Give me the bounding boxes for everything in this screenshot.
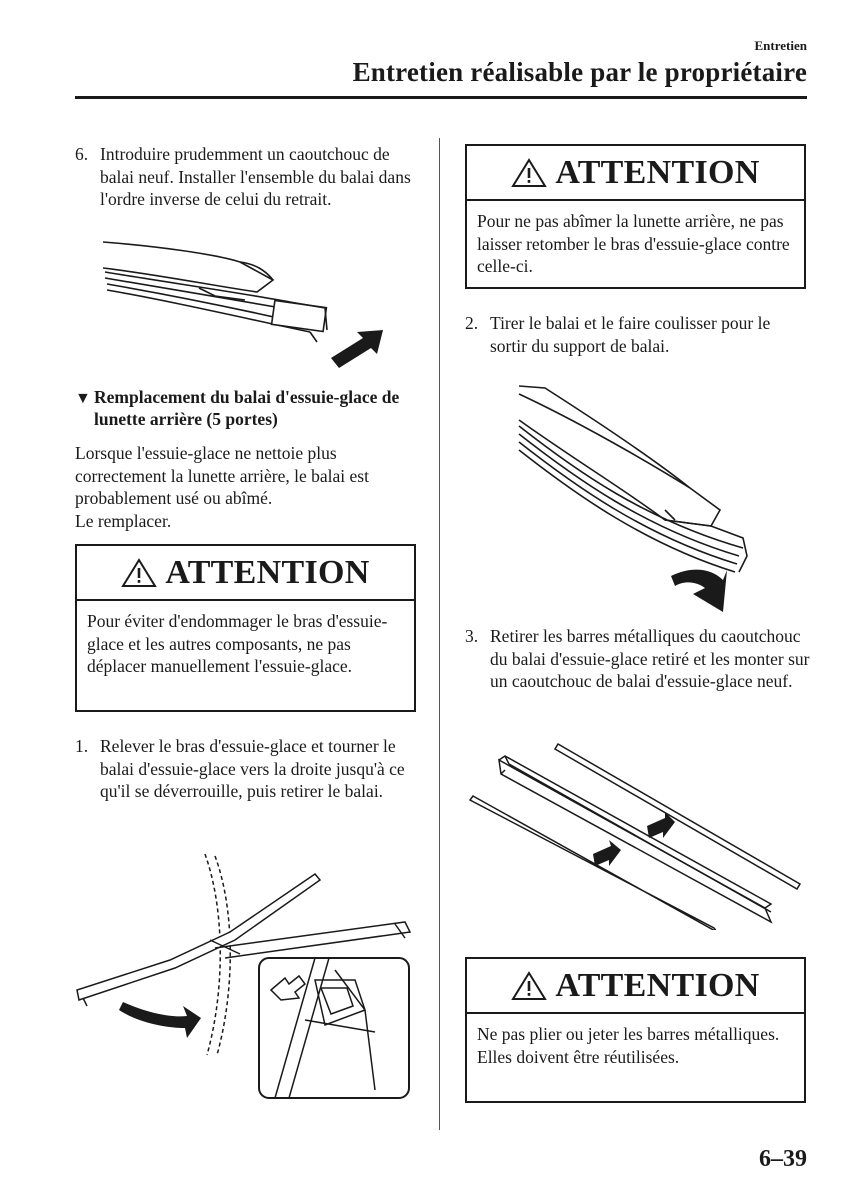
attention-box-right-top: [465, 144, 806, 289]
column-divider: [439, 138, 440, 1130]
step-number: 2.: [465, 313, 479, 333]
section-label: Entretien: [754, 38, 807, 53]
attention-label: ATTENTION: [165, 553, 370, 591]
illustration-slide-blade: [515, 380, 760, 620]
step-3: [465, 625, 810, 693]
attention-label: ATTENTION: [555, 153, 760, 191]
step-text: Retirer les barres métalliques du caoutchouc du balai d'essuie-glace retiré et les monter sur un caoutchouc de balai d'essuie-glace neuf.: [490, 626, 810, 691]
attention-label: ATTENTION: [555, 966, 760, 1004]
step-text: Introduire prudemment un caoutchouc de balai neuf. Installer l'ensemble du balai dans l'ordre inverse de celui du retrait.: [100, 144, 411, 209]
intro-paragraph: Lorsque l'essuie-glace ne nettoie plus correctement la lunette arrière, le balai est probablement usé ou abîmé.: [75, 443, 369, 508]
triangle-marker-icon: ▼: [75, 390, 91, 407]
subsection-heading: ▼ Remplacement du balai d'essuie-glace de lunette arrière (5 portes): [75, 387, 400, 429]
header-divider: [75, 96, 807, 99]
step-text: Relever le bras d'essuie-glace et tourner le balai d'essuie-glace vers la droite jusqu'à ce qu'il se déverrouille, puis retirer le balai.: [100, 736, 405, 801]
step-text: Tirer le balai et le faire coulisser pour le sortir du support de balai.: [490, 313, 771, 356]
intro-paragraph-2: Le remplacer.: [75, 511, 172, 531]
illustration-install-rubber: [95, 230, 395, 375]
attention-text: Pour éviter d'endommager le bras d'essuie-glace et les autres composants, ne pas déplacer manuellement l'essuie-glace.: [87, 611, 388, 676]
warning-triangle-icon: [511, 158, 547, 188]
step-number: 3.: [465, 626, 479, 646]
attention-header: [77, 546, 414, 601]
illustration-remove-blade: [75, 850, 420, 1105]
attention-text: Ne pas plier ou jeter les barres métalliques. Elles doivent être réutilisées.: [477, 1024, 780, 1067]
page-number: 6–39: [759, 1146, 807, 1172]
attention-header: [467, 146, 804, 201]
step-number: 1.: [75, 736, 89, 756]
warning-triangle-icon: [511, 971, 547, 1001]
attention-header: [467, 959, 804, 1014]
attention-box-left: [75, 544, 416, 712]
attention-text: Pour ne pas abîmer la lunette arrière, ne pas laisser retomber le bras d'essuie-glace contre celle-ci.: [477, 211, 790, 276]
step-6: [75, 143, 415, 211]
attention-box-right-bottom: [465, 957, 806, 1103]
illustration-metal-bars: [465, 740, 810, 930]
warning-triangle-icon: [121, 558, 157, 588]
step-2: [465, 312, 810, 357]
page-title: Entretien réalisable par le propriétaire: [352, 57, 807, 87]
step-1: [75, 735, 420, 803]
step-number: 6.: [75, 144, 89, 164]
